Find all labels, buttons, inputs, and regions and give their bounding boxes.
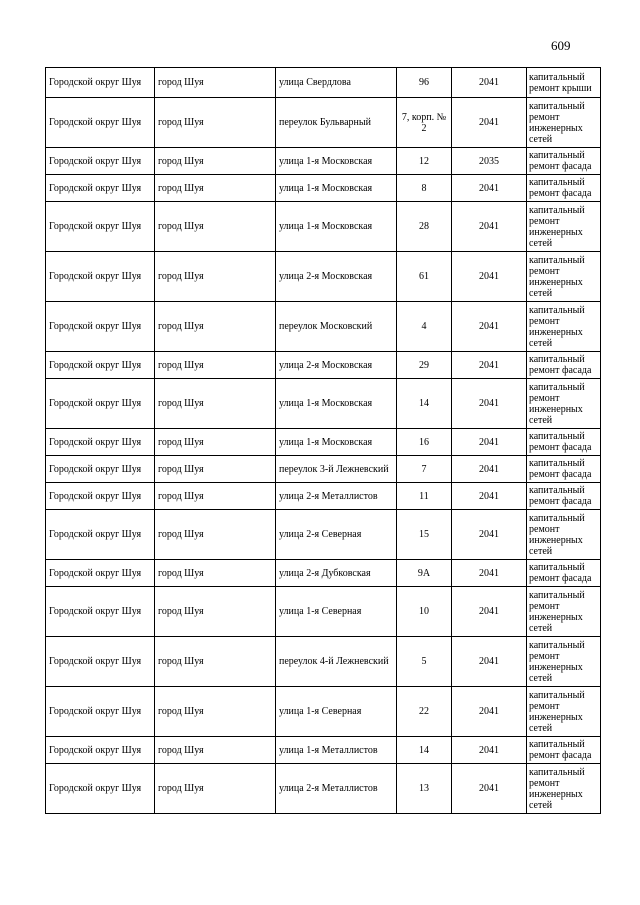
year-cell: 2041 [452, 510, 527, 560]
work-type-cell: капитальный ремонт фасада [527, 148, 601, 175]
street-cell: улица 1-я Московская [276, 202, 397, 252]
house-number-cell: 9А [397, 560, 452, 587]
city-cell: город Шуя [155, 456, 276, 483]
city-cell: город Шуя [155, 98, 276, 148]
year-cell: 2041 [452, 379, 527, 429]
municipality-cell: Городской округ Шуя [46, 429, 155, 456]
city-cell: город Шуя [155, 202, 276, 252]
table-row [46, 483, 601, 510]
work-type-cell: капитальный ремонт фасада [527, 429, 601, 456]
year-cell: 2041 [452, 252, 527, 302]
work-type-cell: капитальный ремонт инженерных сетей [527, 202, 601, 252]
house-number-cell: 12 [397, 148, 452, 175]
table-row [46, 379, 601, 429]
city-cell: город Шуя [155, 483, 276, 510]
street-cell: улица 2-я Металлистов [276, 764, 397, 814]
house-number-cell: 7, корп. № 2 [397, 98, 452, 148]
year-cell: 2041 [452, 352, 527, 379]
work-type-cell: капитальный ремонт инженерных сетей [527, 764, 601, 814]
work-type-cell: капитальный ремонт инженерных сетей [527, 252, 601, 302]
page-number: 609 [551, 38, 571, 53]
table-row [46, 252, 601, 302]
work-type-cell: капитальный ремонт фасада [527, 175, 601, 202]
municipality-cell: Городской округ Шуя [46, 98, 155, 148]
city-cell: город Шуя [155, 737, 276, 764]
house-number-cell: 8 [397, 175, 452, 202]
municipality-cell: Городской округ Шуя [46, 483, 155, 510]
year-cell: 2041 [452, 98, 527, 148]
city-cell: город Шуя [155, 429, 276, 456]
city-cell: город Шуя [155, 252, 276, 302]
house-number-cell: 16 [397, 429, 452, 456]
street-cell: улица 2-я Московская [276, 252, 397, 302]
municipality-cell: Городской округ Шуя [46, 764, 155, 814]
street-cell: переулок 4-й Лежневский [276, 637, 397, 687]
street-cell: улица 1-я Московская [276, 148, 397, 175]
city-cell: город Шуя [155, 379, 276, 429]
city-cell: город Шуя [155, 148, 276, 175]
street-cell: улица 2-я Дубковская [276, 560, 397, 587]
municipality-cell: Городской округ Шуя [46, 202, 155, 252]
year-cell: 2041 [452, 560, 527, 587]
city-cell: город Шуя [155, 302, 276, 352]
city-cell: город Шуя [155, 587, 276, 637]
work-type-cell: капитальный ремонт фасада [527, 483, 601, 510]
house-number-cell: 10 [397, 587, 452, 637]
table-row [46, 202, 601, 252]
work-type-cell: капитальный ремонт фасада [527, 456, 601, 483]
work-type-cell: капитальный ремонт инженерных сетей [527, 687, 601, 737]
work-type-cell: капитальный ремонт инженерных сетей [527, 587, 601, 637]
city-cell: город Шуя [155, 637, 276, 687]
house-number-cell: 5 [397, 637, 452, 687]
municipality-cell: Городской округ Шуя [46, 379, 155, 429]
year-cell: 2041 [452, 483, 527, 510]
street-cell: улица 1-я Московская [276, 175, 397, 202]
municipality-cell: Городской округ Шуя [46, 175, 155, 202]
table-row [46, 175, 601, 202]
table-row [46, 68, 601, 98]
house-number-cell: 29 [397, 352, 452, 379]
house-number-cell: 28 [397, 202, 452, 252]
year-cell: 2041 [452, 202, 527, 252]
table-row [46, 352, 601, 379]
street-cell: улица 2-я Московская [276, 352, 397, 379]
street-cell: переулок Московский [276, 302, 397, 352]
municipality-cell: Городской округ Шуя [46, 587, 155, 637]
city-cell: город Шуя [155, 175, 276, 202]
table-row [46, 587, 601, 637]
house-number-cell: 13 [397, 764, 452, 814]
repair-schedule-table [45, 67, 601, 814]
table-row [46, 637, 601, 687]
work-type-cell: капитальный ремонт инженерных сетей [527, 379, 601, 429]
year-cell: 2041 [452, 302, 527, 352]
street-cell: улица 1-я Металлистов [276, 737, 397, 764]
year-cell: 2041 [452, 175, 527, 202]
year-cell: 2041 [452, 587, 527, 637]
table-row [46, 687, 601, 737]
city-cell: город Шуя [155, 352, 276, 379]
house-number-cell: 4 [397, 302, 452, 352]
work-type-cell: капитальный ремонт инженерных сетей [527, 302, 601, 352]
work-type-cell: капитальный ремонт инженерных сетей [527, 637, 601, 687]
table-row [46, 302, 601, 352]
street-cell: улица Свердлова [276, 68, 397, 98]
municipality-cell: Городской округ Шуя [46, 737, 155, 764]
city-cell: город Шуя [155, 687, 276, 737]
work-type-cell: капитальный ремонт фасада [527, 352, 601, 379]
house-number-cell: 7 [397, 456, 452, 483]
work-type-cell: капитальный ремонт крыши [527, 68, 601, 98]
municipality-cell: Городской округ Шуя [46, 687, 155, 737]
year-cell: 2041 [452, 687, 527, 737]
city-cell: город Шуя [155, 68, 276, 98]
street-cell: улица 1-я Северная [276, 587, 397, 637]
year-cell: 2041 [452, 456, 527, 483]
table-row [46, 764, 601, 814]
street-cell: улица 2-я Северная [276, 510, 397, 560]
city-cell: город Шуя [155, 764, 276, 814]
year-cell: 2041 [452, 68, 527, 98]
table-row [46, 737, 601, 764]
table-row [46, 560, 601, 587]
street-cell: улица 1-я Северная [276, 687, 397, 737]
year-cell: 2041 [452, 764, 527, 814]
municipality-cell: Городской округ Шуя [46, 456, 155, 483]
municipality-cell: Городской округ Шуя [46, 68, 155, 98]
work-type-cell: капитальный ремонт фасада [527, 737, 601, 764]
street-cell: переулок 3-й Лежневский [276, 456, 397, 483]
municipality-cell: Городской округ Шуя [46, 510, 155, 560]
table-row [46, 456, 601, 483]
year-cell: 2035 [452, 148, 527, 175]
work-type-cell: капитальный ремонт инженерных сетей [527, 98, 601, 148]
city-cell: город Шуя [155, 510, 276, 560]
street-cell: улица 2-я Металлистов [276, 483, 397, 510]
house-number-cell: 22 [397, 687, 452, 737]
table-row [46, 510, 601, 560]
municipality-cell: Городской округ Шуя [46, 637, 155, 687]
municipality-cell: Городской округ Шуя [46, 560, 155, 587]
work-type-cell: капитальный ремонт инженерных сетей [527, 510, 601, 560]
municipality-cell: Городской округ Шуя [46, 302, 155, 352]
work-type-cell: капитальный ремонт фасада [527, 560, 601, 587]
table-row [46, 98, 601, 148]
house-number-cell: 14 [397, 379, 452, 429]
year-cell: 2041 [452, 429, 527, 456]
city-cell: город Шуя [155, 560, 276, 587]
municipality-cell: Городской округ Шуя [46, 352, 155, 379]
municipality-cell: Городской округ Шуя [46, 252, 155, 302]
year-cell: 2041 [452, 637, 527, 687]
house-number-cell: 96 [397, 68, 452, 98]
street-cell: улица 1-я Московская [276, 429, 397, 456]
table-body [46, 68, 601, 814]
table-row [46, 429, 601, 456]
municipality-cell: Городской округ Шуя [46, 148, 155, 175]
house-number-cell: 61 [397, 252, 452, 302]
table-row [46, 148, 601, 175]
year-cell: 2041 [452, 737, 527, 764]
house-number-cell: 14 [397, 737, 452, 764]
house-number-cell: 15 [397, 510, 452, 560]
street-cell: переулок Бульварный [276, 98, 397, 148]
house-number-cell: 11 [397, 483, 452, 510]
street-cell: улица 1-я Московская [276, 379, 397, 429]
